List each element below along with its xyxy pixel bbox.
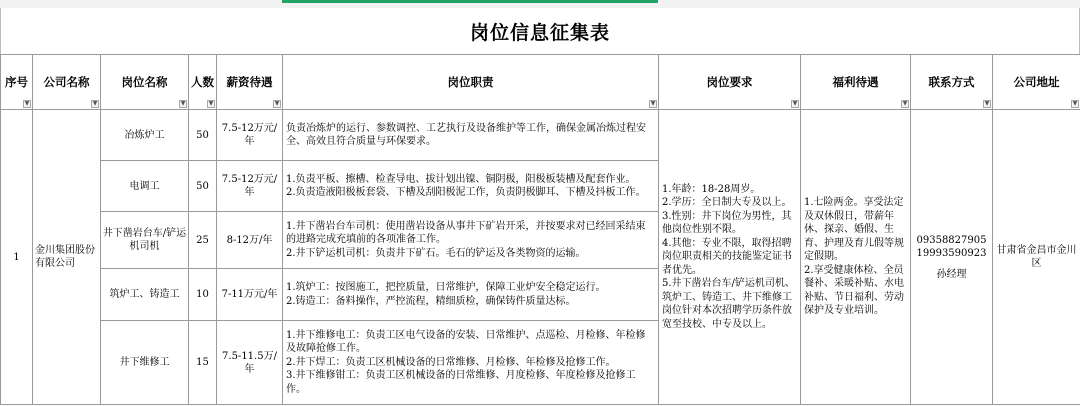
table-row bbox=[1, 110, 1080, 161]
position-name-cell[interactable]: 筑炉工、铸造工 bbox=[101, 269, 189, 321]
contact-person: 孙经理 bbox=[936, 268, 967, 280]
dropdown-arrow-icon[interactable]: ▼ bbox=[24, 100, 30, 107]
benefit-line: 1.七险两金。享受法定及双休假日，带薪年休、探亲、婚假、生育、护理及育儿假等规定假期。 bbox=[804, 197, 904, 263]
header-duties: 岗位职责 ▼ bbox=[283, 55, 659, 110]
position-count-cell[interactable]: 15 bbox=[189, 321, 217, 405]
salary-cell[interactable]: 7.5-12万元/年 bbox=[217, 161, 283, 212]
dropdown-arrow-icon[interactable]: ▼ bbox=[92, 100, 98, 107]
sheet-title: 岗位信息征集表 bbox=[0, 8, 1080, 54]
job-info-table bbox=[0, 54, 1080, 405]
duty-line: 2.铸造工：备料操作，严控流程，精细质检，确保铸件质量达标。 bbox=[286, 295, 576, 307]
position-count-cell[interactable]: 50 bbox=[189, 161, 217, 212]
header-salary: 薪资待遇 ▼ bbox=[217, 55, 283, 110]
benefits-cell[interactable] bbox=[801, 110, 911, 405]
window-top-strip bbox=[0, 0, 1080, 8]
duty-line: 1.井下维修电工：负责工区电气设备的安装、日常维护、点巡检、月检修、年检修及故障抢修工作。 bbox=[286, 329, 646, 355]
salary-cell[interactable]: 7.5-12万元/年 bbox=[217, 110, 283, 161]
position-name-cell[interactable]: 井下维修工 bbox=[101, 321, 189, 405]
dropdown-arrow-icon[interactable]: ▼ bbox=[792, 100, 798, 107]
duty-line: 3.井下维修钳工：负责工区机械设备的日常维修、月度检修、年度检修及抢修工作。 bbox=[286, 370, 636, 395]
duty-line: 1.负责平板、擦槽、检查导电、拔计划出镍、铜阴极，阳极板装槽及配套作业。 bbox=[286, 173, 636, 185]
position-name-cell[interactable]: 冶炼炉工 bbox=[101, 110, 189, 161]
header-company: 公司名称 ▼ bbox=[33, 55, 101, 110]
requirement-line: 3.性别：井下岗位为男性，其他岗位性别不限。 bbox=[662, 210, 792, 236]
duties-cell[interactable] bbox=[283, 110, 659, 161]
position-name-cell[interactable]: 井下凿岩台车/铲运机司机 bbox=[101, 212, 189, 269]
salary-cell[interactable]: 7.5-11.5万/年 bbox=[217, 321, 283, 405]
header-index: 序号 ▼ bbox=[1, 55, 33, 110]
duty-line: 1.井下凿岩台车司机：使用凿岩设备从事井下矿岩开采，并按要求对已经回采结束的进路完成充填前的各项准备工作。 bbox=[286, 220, 646, 246]
header-address: 公司地址 ▼ bbox=[993, 55, 1080, 110]
dropdown-arrow-icon[interactable]: ▼ bbox=[1072, 100, 1078, 107]
duty-line: 2.井下焊工：负责工区机械设备的日常维修、月检修、年检修及抢修工作。 bbox=[286, 356, 616, 368]
position-count-cell[interactable]: 50 bbox=[189, 110, 217, 161]
requirement-line: 2.学历：全日制大专及以上。 bbox=[662, 197, 792, 209]
duty-line: 1.筑炉工：按图施工，把控质量，日常维护，保障工业炉安全稳定运行。 bbox=[286, 282, 606, 293]
duties-cell[interactable] bbox=[283, 161, 659, 212]
duty-line: 负责冶炼炉的运行、参数调控、工艺执行及设备维护等工作，确保金属冶炼过程安全、高效且符合质量与环保要求。 bbox=[286, 122, 646, 147]
duty-line: 2.负责造液阳极板套袋、下槽及刮阳极泥工作，负责阴极脚耳、下槽及抖板工作。 bbox=[286, 187, 646, 198]
duties-cell[interactable] bbox=[283, 269, 659, 321]
header-contact: 联系方式 ▼ bbox=[911, 55, 993, 110]
dropdown-arrow-icon[interactable]: ▼ bbox=[274, 100, 280, 107]
header-count: 人数 ▼ bbox=[189, 55, 217, 110]
duties-cell[interactable] bbox=[283, 321, 659, 405]
benefit-line: 2.享受健康体检、全员餐补、采暖补贴、水电补贴、节日福利、劳动保护及专业培训。 bbox=[804, 264, 904, 317]
position-count-cell[interactable]: 25 bbox=[189, 212, 217, 269]
company-address-cell[interactable]: 甘肃省金昌市金川区 bbox=[993, 110, 1080, 405]
header-row bbox=[1, 55, 1080, 110]
position-name-cell[interactable]: 电调工 bbox=[101, 161, 189, 212]
dropdown-arrow-icon[interactable]: ▼ bbox=[650, 100, 656, 107]
salary-cell[interactable]: 8-12万/年 bbox=[217, 212, 283, 269]
row-index-cell[interactable]: 1 bbox=[1, 110, 33, 405]
header-requirements: 岗位要求 ▼ bbox=[659, 55, 801, 110]
salary-cell[interactable]: 7-11万元/年 bbox=[217, 269, 283, 321]
duty-line: 2.井下铲运机司机：负责井下矿石。毛石的铲运及各类物资的运输。 bbox=[286, 247, 586, 259]
header-position: 岗位名称 ▼ bbox=[101, 55, 189, 110]
dropdown-arrow-icon[interactable]: ▼ bbox=[984, 100, 990, 107]
contact-cell[interactable] bbox=[911, 110, 993, 405]
contact-phone-2: 19993590923 bbox=[916, 247, 987, 259]
dropdown-arrow-icon[interactable]: ▼ bbox=[208, 100, 214, 107]
dropdown-arrow-icon[interactable]: ▼ bbox=[902, 100, 908, 107]
header-benefits: 福利待遇 ▼ bbox=[801, 55, 911, 110]
dropdown-arrow-icon[interactable]: ▼ bbox=[180, 100, 186, 107]
duties-cell[interactable] bbox=[283, 212, 659, 269]
contact-phone-1: 09358827905 bbox=[916, 234, 987, 246]
requirement-line: 5.井下凿岩台车/铲运机司机、筑炉工、铸造工、井下维修工岗位针对本次招聘学历条件放宽至技校、中专及以上。 bbox=[662, 278, 795, 330]
selected-column-accent bbox=[282, 0, 658, 3]
position-count-cell[interactable]: 10 bbox=[189, 269, 217, 321]
requirements-cell[interactable] bbox=[659, 110, 801, 405]
company-name-cell[interactable]: 金川集团股份有限公司 bbox=[33, 110, 101, 405]
requirement-line: 1.年龄：18-28周岁。 bbox=[662, 183, 761, 195]
requirement-line: 4.其他：专业不限，取得招聘岗位职责相关的技能鉴定证书者优先。 bbox=[662, 237, 792, 276]
